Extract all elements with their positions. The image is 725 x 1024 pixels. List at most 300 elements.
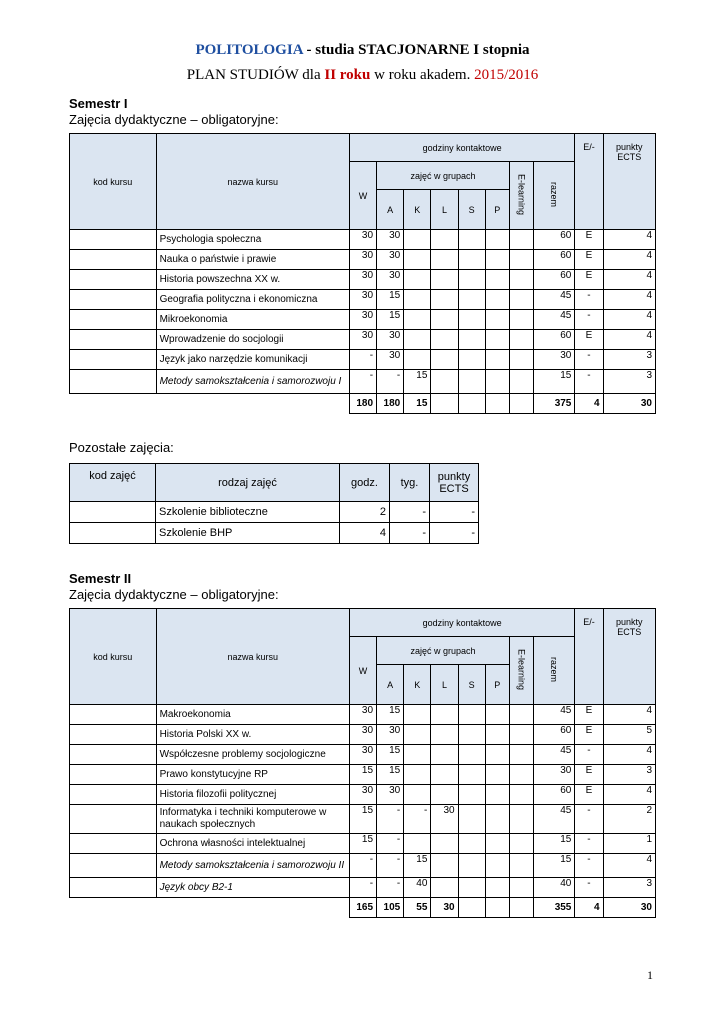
course-e: - <box>575 854 603 878</box>
total-row <box>70 394 656 414</box>
course-k: 15 <box>404 370 431 394</box>
course-row <box>70 290 656 310</box>
course-el <box>509 785 533 805</box>
course-razem: 15 <box>534 370 575 394</box>
header-elearning-text: E-learning <box>516 173 527 216</box>
other-table <box>69 463 479 544</box>
course-s <box>458 705 485 725</box>
total-e: 4 <box>575 394 603 414</box>
course-ects: 4 <box>603 270 655 290</box>
semester2-subtitle: Zajęcia dydaktyczne – obligatoryjne: <box>69 587 279 602</box>
header-razem-text: razem <box>549 656 560 682</box>
course-a: 15 <box>377 310 404 330</box>
course-l <box>431 350 458 370</box>
header-elearning-text: E-learning <box>516 648 527 691</box>
course-s <box>458 725 485 745</box>
total-razem: 355 <box>534 898 575 918</box>
course-k <box>404 310 431 330</box>
course-row <box>70 230 656 250</box>
course-ects: 4 <box>603 785 655 805</box>
course-row <box>70 765 656 785</box>
total-row <box>70 898 656 918</box>
course-el <box>509 250 533 270</box>
course-w: 30 <box>349 745 376 765</box>
course-razem: 60 <box>534 785 575 805</box>
course-e: E <box>575 270 603 290</box>
course-razem: 45 <box>534 290 575 310</box>
course-s <box>458 785 485 805</box>
header-elearning <box>509 162 533 230</box>
course-code <box>70 765 157 785</box>
course-k: 40 <box>404 878 431 898</box>
course-l <box>431 290 458 310</box>
course-el <box>509 725 533 745</box>
other-title: Pozostałe zajęcia: <box>69 440 174 455</box>
course-s <box>458 250 485 270</box>
course-name: Geografia polityczna i ekonomiczna <box>156 290 349 310</box>
course-e: E <box>575 725 603 745</box>
course-el <box>509 765 533 785</box>
course-el <box>509 310 533 330</box>
course-row <box>70 250 656 270</box>
other-row <box>70 502 479 523</box>
course-el <box>509 290 533 310</box>
course-razem: 45 <box>534 705 575 725</box>
course-k <box>404 834 431 854</box>
course-w: 30 <box>349 705 376 725</box>
course-name: Wprowadzenie do socjologii <box>156 330 349 350</box>
total-el <box>509 394 533 414</box>
course-s <box>458 765 485 785</box>
course-l <box>431 834 458 854</box>
course-p <box>485 370 509 394</box>
header-a: A <box>377 665 404 705</box>
header-p: P <box>485 190 509 230</box>
course-razem: 45 <box>534 745 575 765</box>
course-razem: 30 <box>534 350 575 370</box>
course-ects: 4 <box>603 310 655 330</box>
course-a: 30 <box>377 250 404 270</box>
course-k <box>404 785 431 805</box>
program-name: POLITOLOGIA <box>195 42 303 58</box>
header-nazwa-kursu: nazwa kursu <box>156 134 349 230</box>
course-name: Informatyka i techniki komputerowe w naukach społecznych <box>156 805 349 834</box>
course-ects: 3 <box>603 878 655 898</box>
course-e: E <box>575 785 603 805</box>
course-a: 30 <box>377 270 404 290</box>
course-p <box>485 270 509 290</box>
header-w: W <box>349 162 376 230</box>
course-code <box>70 725 157 745</box>
course-k <box>404 250 431 270</box>
course-e: - <box>575 290 603 310</box>
total-ects: 30 <box>603 394 655 414</box>
header-w: W <box>349 637 376 705</box>
course-row <box>70 878 656 898</box>
header-razem-text: razem <box>549 181 560 207</box>
course-w: 15 <box>349 834 376 854</box>
course-e: - <box>575 805 603 834</box>
course-l <box>431 878 458 898</box>
course-e: E <box>575 230 603 250</box>
course-a: 15 <box>377 290 404 310</box>
total-e: 4 <box>575 898 603 918</box>
course-el <box>509 330 533 350</box>
course-p <box>485 705 509 725</box>
course-ects: 5 <box>603 725 655 745</box>
course-p <box>485 834 509 854</box>
course-k <box>404 290 431 310</box>
year-label: II roku <box>324 67 371 83</box>
course-a: 30 <box>377 350 404 370</box>
header-elearning <box>509 637 533 705</box>
header-s: S <box>458 665 485 705</box>
course-e: E <box>575 330 603 350</box>
course-l: 30 <box>431 805 458 834</box>
header-l: L <box>431 190 458 230</box>
plan-title <box>0 67 725 84</box>
course-a: 30 <box>377 330 404 350</box>
course-l <box>431 705 458 725</box>
other-header-godz: godz. <box>340 464 390 502</box>
academic-year: 2015/2016 <box>474 67 539 83</box>
total-k: 15 <box>404 394 431 414</box>
course-ects: 4 <box>603 290 655 310</box>
course-row <box>70 705 656 725</box>
course-code <box>70 805 157 834</box>
course-row <box>70 785 656 805</box>
course-name: Mikroekonomia <box>156 310 349 330</box>
header-zajec-w-grupach: zajęć w grupach <box>377 162 510 190</box>
course-l <box>431 250 458 270</box>
total-l <box>431 394 458 414</box>
other-row <box>70 523 479 544</box>
course-el <box>509 350 533 370</box>
other-header-tyg: tyg. <box>390 464 430 502</box>
semester2-title: Semestr II <box>69 571 132 586</box>
course-w: 30 <box>349 250 376 270</box>
course-razem: 15 <box>534 854 575 878</box>
course-name: Język obcy B2-1 <box>156 878 349 898</box>
header-ects: punkty ECTS <box>603 609 655 705</box>
course-ects: 3 <box>603 370 655 394</box>
course-w: - <box>349 854 376 878</box>
course-w: 30 <box>349 230 376 250</box>
course-ects: 4 <box>603 330 655 350</box>
course-l <box>431 330 458 350</box>
course-s <box>458 270 485 290</box>
course-s <box>458 350 485 370</box>
course-l <box>431 230 458 250</box>
course-p <box>485 725 509 745</box>
course-w: 30 <box>349 310 376 330</box>
course-row <box>70 834 656 854</box>
course-code <box>70 350 157 370</box>
course-k <box>404 725 431 745</box>
course-l <box>431 310 458 330</box>
course-s <box>458 745 485 765</box>
course-e: - <box>575 350 603 370</box>
course-row <box>70 854 656 878</box>
course-a: 30 <box>377 230 404 250</box>
other-row-godz: 2 <box>340 502 390 523</box>
course-razem: 60 <box>534 270 575 290</box>
course-p <box>485 854 509 878</box>
course-code <box>70 370 157 394</box>
course-w: 15 <box>349 805 376 834</box>
course-name: Historia Polski XX w. <box>156 725 349 745</box>
course-name: Współczesne problemy socjologiczne <box>156 745 349 765</box>
course-el <box>509 854 533 878</box>
other-row-ects: - <box>430 523 479 544</box>
course-w: - <box>349 878 376 898</box>
course-e: - <box>575 745 603 765</box>
course-l <box>431 270 458 290</box>
header-godziny: godziny kontaktowe <box>349 134 575 162</box>
header-egzamin: E/- <box>575 609 603 705</box>
course-p <box>485 230 509 250</box>
course-l <box>431 370 458 394</box>
course-p <box>485 878 509 898</box>
course-w: - <box>349 370 376 394</box>
header-zajec-w-grupach: zajęć w grupach <box>377 637 510 665</box>
course-k <box>404 745 431 765</box>
course-code <box>70 230 157 250</box>
course-code <box>70 250 157 270</box>
course-code <box>70 834 157 854</box>
course-razem: 45 <box>534 805 575 834</box>
course-code <box>70 785 157 805</box>
course-el <box>509 370 533 394</box>
course-e: E <box>575 765 603 785</box>
course-a: - <box>377 834 404 854</box>
total-a: 105 <box>377 898 404 918</box>
course-razem: 60 <box>534 250 575 270</box>
course-a: 30 <box>377 785 404 805</box>
total-s <box>458 898 485 918</box>
course-name: Historia powszechna XX w. <box>156 270 349 290</box>
document-title <box>0 42 725 59</box>
header-l: L <box>431 665 458 705</box>
header-k: K <box>404 665 431 705</box>
other-row-godz: 4 <box>340 523 390 544</box>
total-p <box>485 394 509 414</box>
semester1-subtitle: Zajęcia dydaktyczne – obligatoryjne: <box>69 112 279 127</box>
course-row <box>70 725 656 745</box>
course-k <box>404 230 431 250</box>
header-p: P <box>485 665 509 705</box>
course-w: - <box>349 350 376 370</box>
course-name: Makroekonomia <box>156 705 349 725</box>
total-l: 30 <box>431 898 458 918</box>
course-name: Nauka o państwie i prawie <box>156 250 349 270</box>
course-p <box>485 350 509 370</box>
course-p <box>485 745 509 765</box>
header-godziny: godziny kontaktowe <box>349 609 575 637</box>
other-row-name: Szkolenie biblioteczne <box>156 502 340 523</box>
course-s <box>458 310 485 330</box>
course-a: 15 <box>377 745 404 765</box>
header-kod-kursu: kod kursu <box>70 134 157 230</box>
course-l <box>431 785 458 805</box>
course-name: Metody samokształcenia i samorozwoju II <box>156 854 349 878</box>
course-name: Ochrona własności intelektualnej <box>156 834 349 854</box>
course-name: Psychologia społeczna <box>156 230 349 250</box>
semester1-title: Semestr I <box>69 96 128 111</box>
course-l <box>431 745 458 765</box>
course-e: E <box>575 250 603 270</box>
course-code <box>70 290 157 310</box>
course-code <box>70 310 157 330</box>
course-row <box>70 310 656 330</box>
course-p <box>485 785 509 805</box>
course-k: - <box>404 805 431 834</box>
course-row <box>70 270 656 290</box>
header-kod-kursu: kod kursu <box>70 609 157 705</box>
course-e: - <box>575 310 603 330</box>
course-name: Historia filozofii politycznej <box>156 785 349 805</box>
course-name: Metody samokształcenia i samorozwoju I <box>156 370 349 394</box>
total-ects: 30 <box>603 898 655 918</box>
course-w: 30 <box>349 290 376 310</box>
course-code <box>70 705 157 725</box>
other-row-ects: - <box>430 502 479 523</box>
course-row <box>70 330 656 350</box>
course-s <box>458 834 485 854</box>
other-header-rodzaj: rodzaj zajęć <box>156 464 340 502</box>
course-a: - <box>377 370 404 394</box>
course-e: - <box>575 370 603 394</box>
header-a: A <box>377 190 404 230</box>
header-razem <box>534 162 575 230</box>
header-nazwa-kursu: nazwa kursu <box>156 609 349 705</box>
course-s <box>458 805 485 834</box>
course-code <box>70 330 157 350</box>
page-number: 1 <box>647 968 653 982</box>
course-el <box>509 230 533 250</box>
header-s: S <box>458 190 485 230</box>
course-p <box>485 250 509 270</box>
course-a: 15 <box>377 705 404 725</box>
course-k <box>404 765 431 785</box>
course-p <box>485 290 509 310</box>
study-mode: - studia STACJONARNE I stopnia <box>302 42 530 58</box>
course-el <box>509 805 533 834</box>
course-el <box>509 745 533 765</box>
course-p <box>485 330 509 350</box>
course-ects: 4 <box>603 705 655 725</box>
course-a: 15 <box>377 765 404 785</box>
course-razem: 60 <box>534 230 575 250</box>
course-razem: 60 <box>534 725 575 745</box>
header-egzamin: E/- <box>575 134 603 230</box>
course-p <box>485 805 509 834</box>
course-ects: 4 <box>603 250 655 270</box>
course-row <box>70 350 656 370</box>
course-s <box>458 370 485 394</box>
course-row <box>70 805 656 834</box>
course-ects: 3 <box>603 350 655 370</box>
total-w: 165 <box>349 898 376 918</box>
course-e: - <box>575 834 603 854</box>
course-l <box>431 854 458 878</box>
course-k <box>404 705 431 725</box>
course-el <box>509 705 533 725</box>
semester1-table <box>69 133 656 414</box>
course-el <box>509 834 533 854</box>
course-s <box>458 330 485 350</box>
course-k: 15 <box>404 854 431 878</box>
course-razem: 60 <box>534 330 575 350</box>
course-razem: 15 <box>534 834 575 854</box>
header-razem <box>534 637 575 705</box>
course-s <box>458 230 485 250</box>
course-p <box>485 310 509 330</box>
course-code <box>70 854 157 878</box>
course-razem: 45 <box>534 310 575 330</box>
course-s <box>458 878 485 898</box>
course-row <box>70 370 656 394</box>
plan-prefix: PLAN STUDIÓW dla <box>186 67 325 83</box>
course-l <box>431 765 458 785</box>
total-s <box>458 394 485 414</box>
header-k: K <box>404 190 431 230</box>
course-l <box>431 725 458 745</box>
course-code <box>70 878 157 898</box>
course-k <box>404 350 431 370</box>
total-p <box>485 898 509 918</box>
total-w: 180 <box>349 394 376 414</box>
course-k <box>404 270 431 290</box>
course-w: 15 <box>349 765 376 785</box>
course-row <box>70 745 656 765</box>
course-ects: 4 <box>603 854 655 878</box>
other-row-tyg: - <box>390 523 430 544</box>
other-header-kod: kod zajęć <box>70 464 156 502</box>
course-code <box>70 745 157 765</box>
course-ects: 4 <box>603 745 655 765</box>
course-razem: 30 <box>534 765 575 785</box>
course-p <box>485 765 509 785</box>
other-row-name: Szkolenie BHP <box>156 523 340 544</box>
course-name: Prawo konstytucyjne RP <box>156 765 349 785</box>
total-el <box>509 898 533 918</box>
course-a: 30 <box>377 725 404 745</box>
course-k <box>404 330 431 350</box>
other-row-tyg: - <box>390 502 430 523</box>
course-razem: 40 <box>534 878 575 898</box>
course-w: 30 <box>349 785 376 805</box>
course-ects: 2 <box>603 805 655 834</box>
total-k: 55 <box>404 898 431 918</box>
course-w: 30 <box>349 725 376 745</box>
course-w: 30 <box>349 330 376 350</box>
course-name: Język jako narzędzie komunikacji <box>156 350 349 370</box>
semester2-table <box>69 608 656 918</box>
course-el <box>509 878 533 898</box>
course-a: - <box>377 805 404 834</box>
total-a: 180 <box>377 394 404 414</box>
course-a: - <box>377 878 404 898</box>
course-w: 30 <box>349 270 376 290</box>
total-razem: 375 <box>534 394 575 414</box>
course-el <box>509 270 533 290</box>
course-s <box>458 290 485 310</box>
course-a: - <box>377 854 404 878</box>
course-code <box>70 270 157 290</box>
course-e: - <box>575 878 603 898</box>
course-ects: 3 <box>603 765 655 785</box>
